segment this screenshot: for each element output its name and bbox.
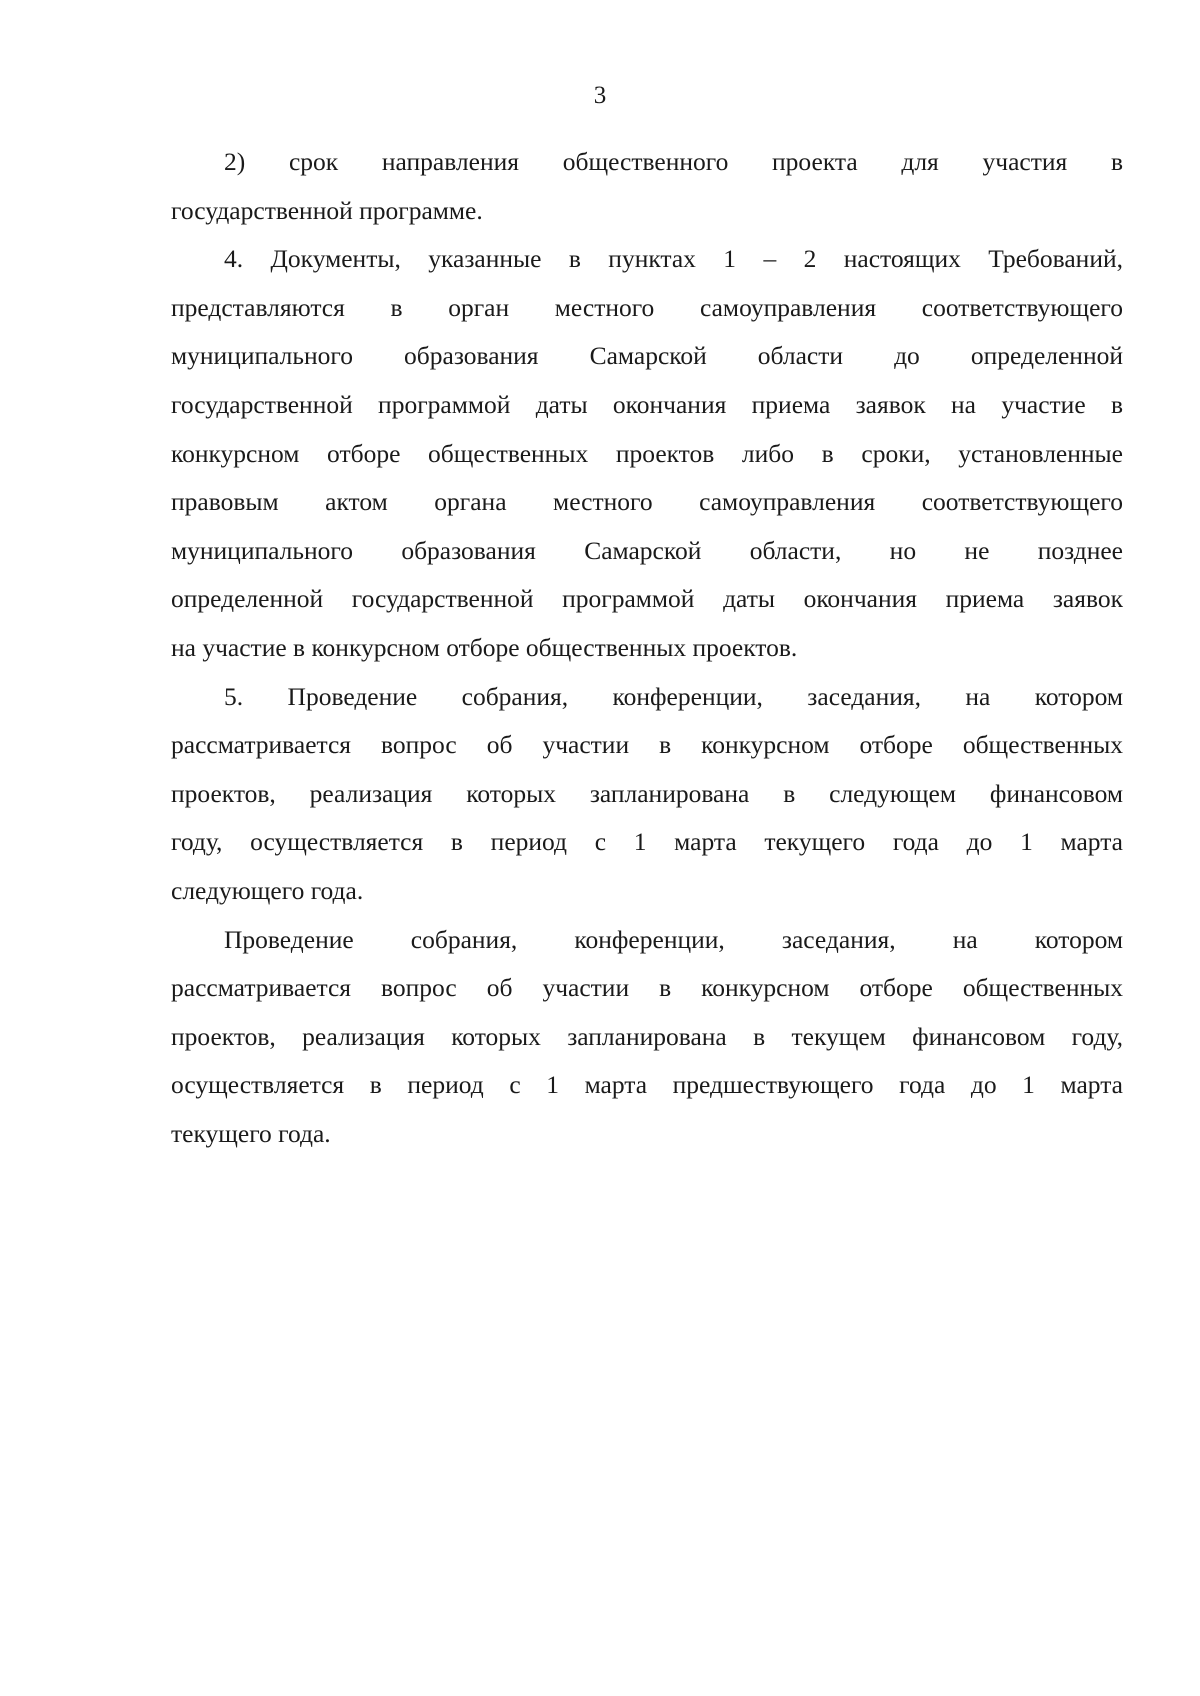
- text-line: Проведение собрания, конференции, заседания, на котором: [224, 924, 1123, 954]
- text-line: году, осуществляется в период с 1 марта текущего года до 1 марта: [171, 827, 1123, 857]
- text-line: 4. Документы, указанные в пунктах 1 – 2 настоящих Требований,: [224, 244, 1123, 274]
- text-line: 5. Проведение собрания, конференции, заседания, на котором: [224, 681, 1123, 711]
- paragraph: [171, 673, 1123, 916]
- text-line: конкурсном отборе общественных проектов либо в сроки, установленные: [171, 438, 1123, 468]
- text-line: представляются в орган местного самоуправления соответствующего: [171, 292, 1123, 322]
- text-line: рассматривается вопрос об участии в конкурсном отборе общественных: [171, 730, 1123, 760]
- text-line: следующего года.: [171, 875, 364, 905]
- text-line: рассматривается вопрос об участии в конкурсном отборе общественных: [171, 973, 1123, 1003]
- text-line: муниципального образования Самарской области до определенной: [171, 341, 1123, 371]
- text-line: государственной программе.: [171, 195, 483, 225]
- text-line: проектов, реализация которых запланирована в следующем финансовом: [171, 778, 1123, 808]
- text-line: государственной программой даты окончания приема заявок на участие в: [171, 389, 1123, 419]
- document-body: [171, 138, 1123, 1158]
- text-line: осуществляется в период с 1 марта предшествующего года до 1 марта: [171, 1070, 1123, 1100]
- text-line: муниципального образования Самарской области, но не позднее: [171, 535, 1123, 565]
- text-line: проектов, реализация которых запланирована в текущем финансовом году,: [171, 1021, 1123, 1051]
- page-number: 3: [593, 82, 607, 109]
- text-line: правовым актом органа местного самоуправления соответствующего: [171, 487, 1123, 517]
- text-line: на участие в конкурсном отборе общественных проектов.: [171, 632, 798, 662]
- paragraph: [171, 138, 1123, 235]
- text-line: определенной государственной программой даты окончания приема заявок: [171, 584, 1123, 614]
- text-line: 2) срок направления общественного проекта для участия в: [224, 147, 1123, 176]
- text-line: текущего года.: [171, 1118, 331, 1148]
- paragraph: [171, 916, 1123, 1159]
- paragraph: [171, 235, 1123, 672]
